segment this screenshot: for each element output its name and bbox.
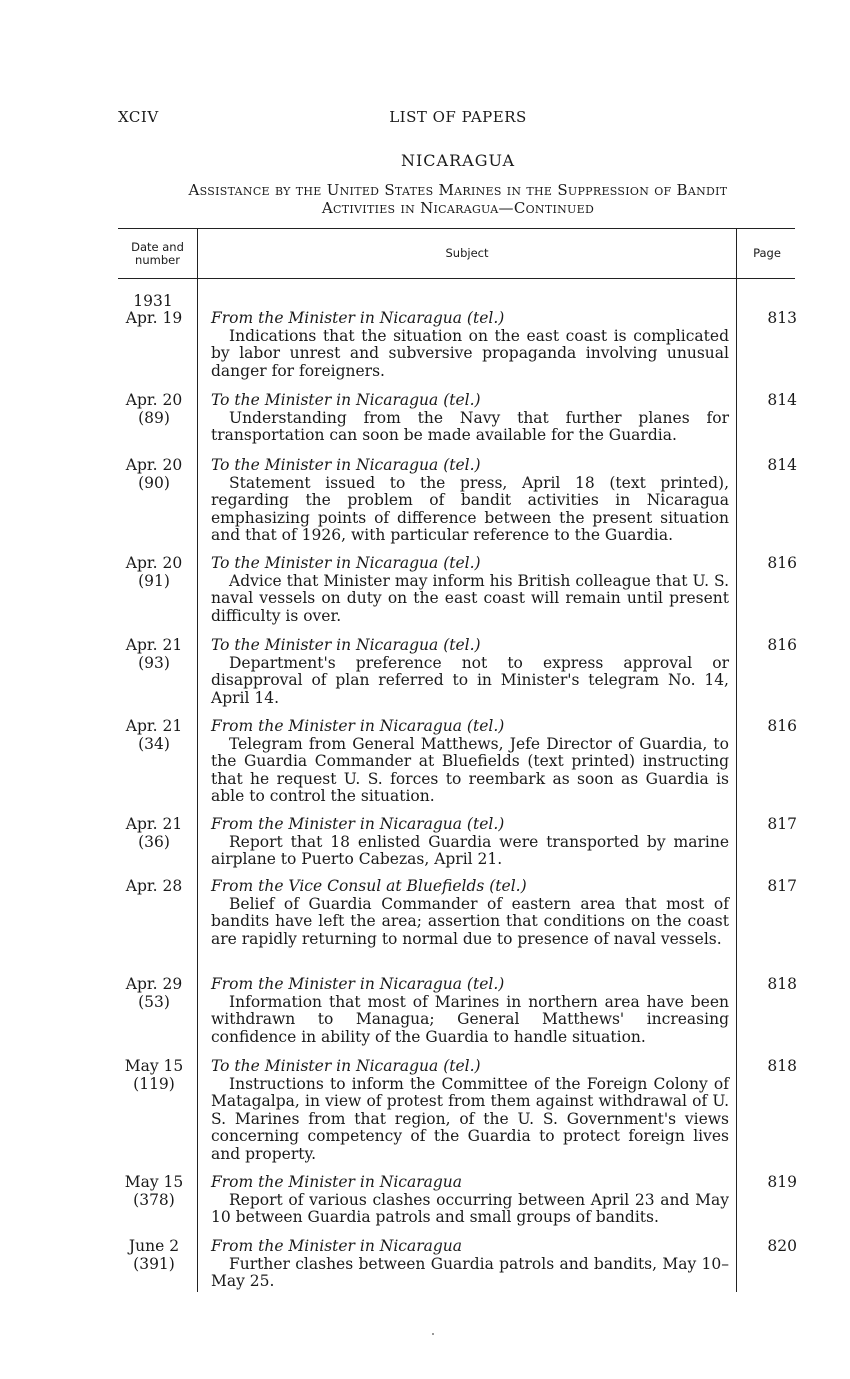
entry-date <box>118 637 190 672</box>
entry-date-text: June 2 <box>128 1237 180 1255</box>
entry-description: Understanding from the Navy that further planes for transportation can soon be made available for the Guardia. <box>211 408 729 444</box>
column-header-page: Page <box>753 246 781 260</box>
entry-subject <box>211 310 729 380</box>
entry-date-text: Apr. 20 <box>125 554 183 572</box>
entry-description: Advice that Minister may inform his British colleague that U. S. naval vessels on duty on the east coast will remain until present difficulty is over. <box>211 571 729 625</box>
table-top-rule <box>118 228 795 229</box>
entry-page <box>737 976 797 994</box>
entry-correspondent: From the Minister in Nicaragua <box>211 1237 462 1255</box>
year-label: 1931 <box>133 292 173 310</box>
entry-date <box>118 457 190 492</box>
entry-page <box>737 1058 797 1076</box>
entry-description: Report of various clashes occurring between April 23 and May 10 between Guardia patrols and small groups of bandits. <box>211 1190 729 1226</box>
entry-page <box>737 878 797 896</box>
entry-date <box>118 555 190 590</box>
page-mark <box>432 1333 434 1335</box>
entry-subject <box>211 637 729 707</box>
column-divider-right <box>736 228 737 1292</box>
entry-correspondent: From the Minister in Nicaragua (tel.) <box>211 717 505 735</box>
entry-page <box>737 310 797 328</box>
column-divider-left <box>197 228 198 1292</box>
entry-page-number: 813 <box>767 309 797 327</box>
entry-date-text: Apr. 21 <box>125 717 183 735</box>
entry-subject <box>211 555 729 625</box>
entry-date-text: Apr. 19 <box>125 309 183 327</box>
entry-page-number: 820 <box>767 1237 797 1255</box>
table-header-rule <box>118 278 795 279</box>
entry-page <box>737 1174 797 1192</box>
entry-description: Report that 18 enlisted Guardia were transported by marine airplane to Puerto Cabezas, April 21. <box>211 832 729 868</box>
entry-page <box>737 457 797 475</box>
section-title <box>116 181 800 217</box>
entry-page <box>737 637 797 655</box>
entry-page <box>737 718 797 736</box>
entry-page-number: 814 <box>767 391 797 409</box>
country-heading: NICARAGUA <box>400 151 516 170</box>
entry-number: (391) <box>133 1254 175 1273</box>
entry-date <box>118 392 190 427</box>
entry-description: Belief of Guardia Commander of eastern area that most of bandits have left the area; assertion that conditions on the coast are rapidly returning to normal due to presence of naval vessels. <box>211 894 729 948</box>
entry-number: (34) <box>138 734 170 753</box>
entry-correspondent: To the Minister in Nicaragua (tel.) <box>211 636 481 654</box>
entry-subject <box>211 1238 729 1291</box>
entry-date <box>118 878 190 896</box>
entry-number: (119) <box>133 1074 175 1093</box>
entry-date <box>118 1058 190 1093</box>
entry-page-number: 817 <box>767 815 797 833</box>
entry-correspondent: To the Minister in Nicaragua (tel.) <box>211 1057 481 1075</box>
entry-correspondent: From the Minister in Nicaragua (tel.) <box>211 975 505 993</box>
page-number: XCIV <box>118 108 159 126</box>
entry-number: (378) <box>133 1190 175 1209</box>
column-header-date <box>118 241 197 267</box>
entry-correspondent: From the Minister in Nicaragua <box>211 1173 462 1191</box>
entry-correspondent: To the Minister in Nicaragua (tel.) <box>211 391 481 409</box>
entry-subject <box>211 976 729 1046</box>
entry-number: (36) <box>138 832 170 851</box>
entry-date-text: Apr. 21 <box>125 636 183 654</box>
entry-subject <box>211 1174 729 1227</box>
entry-date <box>118 1238 190 1273</box>
entry-subject <box>211 878 729 948</box>
entry-page-number: 817 <box>767 877 797 895</box>
entry-description: Telegram from General Matthews, Jefe Director of Guardia, to the Guardia Commander at Bluefields (text printed) instructing that he request U. S. forces to reembark as soon as Guardia is able to control the situation. <box>211 734 729 805</box>
entry-date <box>118 718 190 753</box>
entry-subject <box>211 457 729 545</box>
entry-date-text: Apr. 28 <box>125 877 183 895</box>
entry-number: (93) <box>138 653 170 672</box>
entry-correspondent: To the Minister in Nicaragua (tel.) <box>211 456 481 474</box>
column-header-subject: Subject <box>445 246 489 260</box>
section-title-line-2: Activities in Nicaragua—Continued <box>321 199 595 217</box>
entry-number: (91) <box>138 571 170 590</box>
entry-page-number: 816 <box>767 717 797 735</box>
entry-description: Department's preference not to express approval or disapproval of plan referred to in Minister's telegram No. 14, April 14. <box>211 653 729 707</box>
entry-date <box>118 816 190 851</box>
entry-page-number: 819 <box>767 1173 797 1191</box>
entry-subject <box>211 816 729 869</box>
entry-date <box>118 1174 190 1209</box>
entry-page <box>737 392 797 410</box>
entry-date-text: Apr. 21 <box>125 815 183 833</box>
entry-subject <box>211 718 729 806</box>
entry-page <box>737 555 797 573</box>
entry-number: (90) <box>138 473 170 492</box>
entry-correspondent: From the Vice Consul at Bluefields (tel.) <box>211 877 527 895</box>
entry-date-text: May 15 <box>124 1057 184 1075</box>
entry-page-number: 814 <box>767 456 797 474</box>
entry-correspondent: From the Minister in Nicaragua (tel.) <box>211 309 505 327</box>
entry-description: Indications that the situation on the east coast is complicated by labor unrest and subversive propaganda involving unusual danger for foreigners. <box>211 326 729 380</box>
entry-page-number: 816 <box>767 554 797 572</box>
entry-page-number: 818 <box>767 1057 797 1075</box>
papers-table <box>118 228 798 1292</box>
entry-number: (53) <box>138 992 170 1011</box>
running-head <box>118 108 798 128</box>
entry-correspondent: To the Minister in Nicaragua (tel.) <box>211 554 481 572</box>
entry-correspondent: From the Minister in Nicaragua (tel.) <box>211 815 505 833</box>
entry-number: (89) <box>138 408 170 427</box>
section-title-line-1: Assistance by the United States Marines in the Suppression of Bandit <box>188 181 728 199</box>
entry-date-text: Apr. 20 <box>125 456 183 474</box>
entry-page-number: 816 <box>767 636 797 654</box>
running-title: LIST OF PAPERS <box>389 108 527 126</box>
entry-description: Statement issued to the press, April 18 (text printed), regarding the problem of bandit activities in Nicaragua emphasizing points of difference between the present situation and that of 1926, with particular reference to the Guardia. <box>211 473 729 544</box>
entry-date-text: May 15 <box>124 1173 184 1191</box>
entry-page <box>737 1238 797 1256</box>
column-header-date-label: Date and number <box>131 240 184 267</box>
entry-subject <box>211 392 729 445</box>
entry-description: Instructions to inform the Committee of the Foreign Colony of Matagalpa, in view of protest from them against withdrawal of U. S. Marines from that region, of the U. S. Government's views concerning competency of the Guardia to protect foreign lives and property. <box>211 1074 729 1163</box>
entry-page <box>737 816 797 834</box>
entry-date <box>118 976 190 1011</box>
entry-description: Information that most of Marines in northern area have been withdrawn to Managua; General Matthews' increasing confidence in ability of the Guardia to handle situation. <box>211 992 729 1046</box>
entry-date-text: Apr. 20 <box>125 391 183 409</box>
entry-page-number: 818 <box>767 975 797 993</box>
entry-description: Further clashes between Guardia patrols and bandits, May 10–May 25. <box>211 1254 729 1290</box>
entry-subject <box>211 1058 729 1163</box>
entry-date-text: Apr. 29 <box>125 975 183 993</box>
entry-date <box>118 310 190 328</box>
